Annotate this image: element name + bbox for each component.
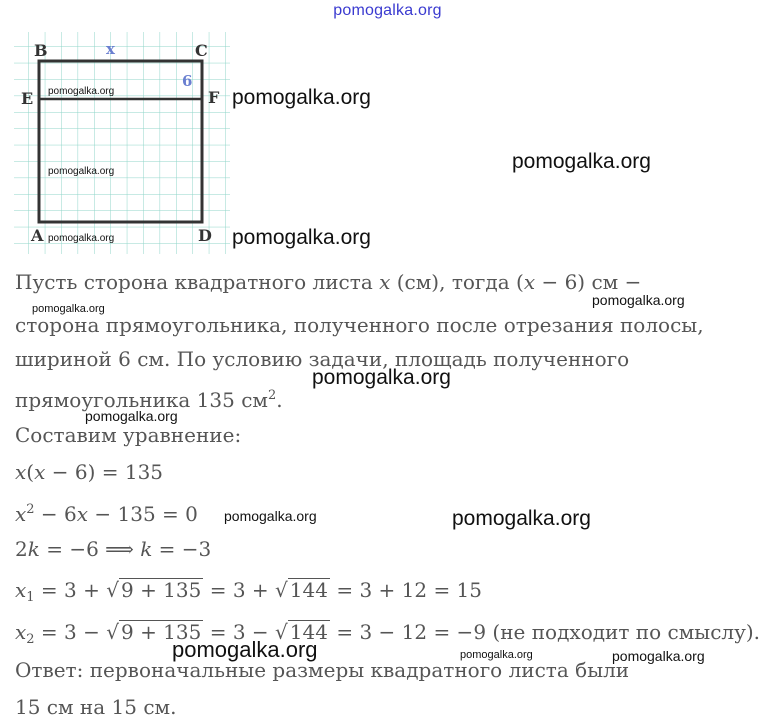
label-c: C xyxy=(195,41,208,60)
equation-2: $x^2 - 6x - 135 = 0$ xyxy=(15,502,198,526)
watermark: pomogalka.org xyxy=(32,303,105,315)
sqrt-symbol: √ 9 + 135 xyxy=(106,578,202,602)
text-line-5: Составим уравнение: xyxy=(15,423,242,447)
watermark: pomogalka.org xyxy=(85,408,178,424)
site-header-link[interactable]: pomogalka.org xyxy=(333,2,442,19)
answer-line-1: Ответ: первоначальные размеры квадратного листа были xyxy=(15,658,630,682)
label-x: x xyxy=(106,40,115,58)
label-f: F xyxy=(208,88,220,107)
watermark: pomogalka.org xyxy=(512,150,651,173)
text-line-4: прямоугольника 135 $см^2$. xyxy=(15,388,283,412)
watermark: pomogalka.org xyxy=(312,366,451,389)
watermark: pomogalka.org xyxy=(224,508,317,524)
equation-3: 2k = −6 ⟹ k = −3 xyxy=(15,537,212,561)
watermark: pomogalka.org xyxy=(232,86,371,109)
text-line-1: Пусть сторона квадратного листа x (см), тогда (x − 6) см − xyxy=(15,270,642,294)
equation-x2: $x_2 = 3$ − √ 9 + 135 = 3 − √ 144 = 3 − 12 = −9 (не подходит по смыслу). xyxy=(15,620,761,647)
equation-1: x(x − 6) = 135 xyxy=(15,460,164,484)
figure-watermark: pomogalka.org xyxy=(48,166,115,177)
equation-x1: $x_1 = 3$ + √ 9 + 135 = 3 + √ 144 = 3 + 12 = 15 xyxy=(15,578,483,605)
text-line-2: сторона прямоугольника, полученного после отрезания полосы, xyxy=(15,313,704,337)
sqrt-symbol: √ 9 + 135 xyxy=(106,620,202,644)
label-e: E xyxy=(21,89,34,108)
watermark: pomogalka.org xyxy=(612,648,705,664)
watermark: pomogalka.org xyxy=(232,226,371,249)
text-line-3: шириной 6 см. По условию задачи, площадь полученного xyxy=(15,347,630,371)
watermark: pomogalka.org xyxy=(460,649,533,661)
answer-line-2: 15 см на 15 см. xyxy=(15,695,177,719)
grid-figure-svg xyxy=(10,28,235,258)
label-six: 6 xyxy=(182,72,193,90)
figure-watermark: pomogalka.org xyxy=(48,86,115,97)
label-b: B xyxy=(34,41,48,60)
label-a: A xyxy=(31,226,44,245)
watermark: pomogalka.org xyxy=(592,292,685,308)
grid-figure xyxy=(10,28,235,258)
watermark: pomogalka.org xyxy=(172,637,318,662)
figure-watermark: pomogalka.org xyxy=(48,233,115,244)
sqrt-symbol: √ 144 xyxy=(275,620,328,644)
label-d: D xyxy=(198,226,212,245)
sqrt-symbol: √ 144 xyxy=(275,578,328,602)
watermark: pomogalka.org xyxy=(452,507,591,530)
